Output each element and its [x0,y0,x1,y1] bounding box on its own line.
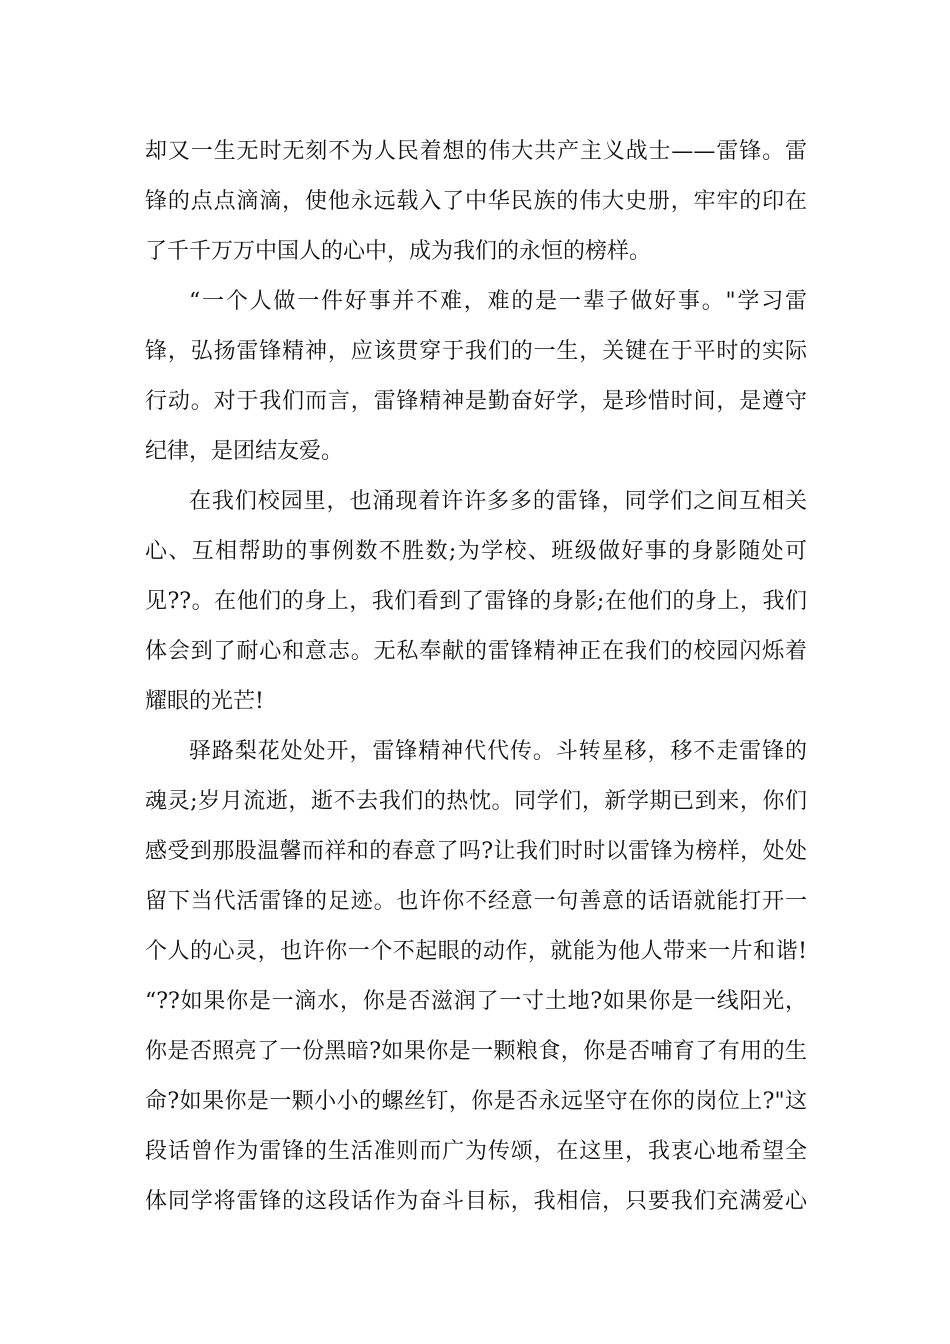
text-line-9: 心、互相帮助的事例数不胜数;为学校、班级做好事的身影随处可 [145,539,807,564]
text-line-1: 却又一生无时无刻不为人民着想的伟大共产主义战士——雷锋。雷 [145,139,807,164]
text-line-5: 锋，弘扬雷锋精神，应该贯穿于我们的一生，关键在于平时的实际 [145,339,807,364]
text-line-20: 命?如果你是一颗小小的螺丝钉，你是否永远坚守在你的岗位上?"这 [145,1089,807,1114]
text-line-6: 行动。对于我们而言，雷锋精神是勤奋好学，是珍惜时间，是遵守 [145,389,807,414]
text-line-21: 段话曾作为雷锋的生活准则而广为传颂，在这里，我衷心地希望全 [145,1139,807,1164]
text-line-7: 纪律，是团结友爱。 [145,439,344,464]
text-line-15: 感受到那股温馨而祥和的春意了吗?让我们时时以雷锋为榜样，处处 [145,839,807,864]
text-line-19: 你是否照亮了一份黑暗?如果你是一颗粮食，你是否哺育了有用的生 [145,1039,807,1064]
text-line-11: 体会到了耐心和意志。无私奉献的雷锋精神正在我们的校园闪烁着 [145,639,807,664]
body-text [145,127,807,1227]
text-line-13: 驿路梨花处处开，雷锋精神代代传。斗转星移，移不走雷锋的 [189,739,807,764]
text-line-4: “一个人做一件好事并不难，难的是一辈子做好事。"学习雷 [189,289,807,314]
text-line-3: 了千千万万中国人的心中，成为我们的永恒的榜样。 [145,239,652,264]
text-line-8: 在我们校园里，也涌现着许许多多的雷锋，同学们之间互相关 [189,489,807,514]
text-line-16: 留下当代活雷锋的足迹。也许你不经意一句善意的话语就能打开一 [145,889,807,914]
text-line-12: 耀眼的光芒! [145,689,264,714]
text-line-14: 魂灵;岁月流逝，逝不去我们的热忱。同学们，新学期已到来，你们 [145,789,807,814]
text-line-2: 锋的点点滴滴，使他永远载入了中华民族的伟大史册，牢牢的印在 [145,189,807,214]
text-line-17: 个人的心灵，也许你一个不起眼的动作，就能为他人带来一片和谐! [145,939,807,964]
text-line-10: 见??。在他们的身上，我们看到了雷锋的身影;在他们的身上，我们 [145,589,807,614]
text-line-18: “??如果你是一滴水，你是否滋润了一寸土地?如果你是一线阳光， [145,989,807,1014]
text-line-22: 体同学将雷锋的这段话作为奋斗目标，我相信，只要我们充满爱心 [145,1189,807,1214]
